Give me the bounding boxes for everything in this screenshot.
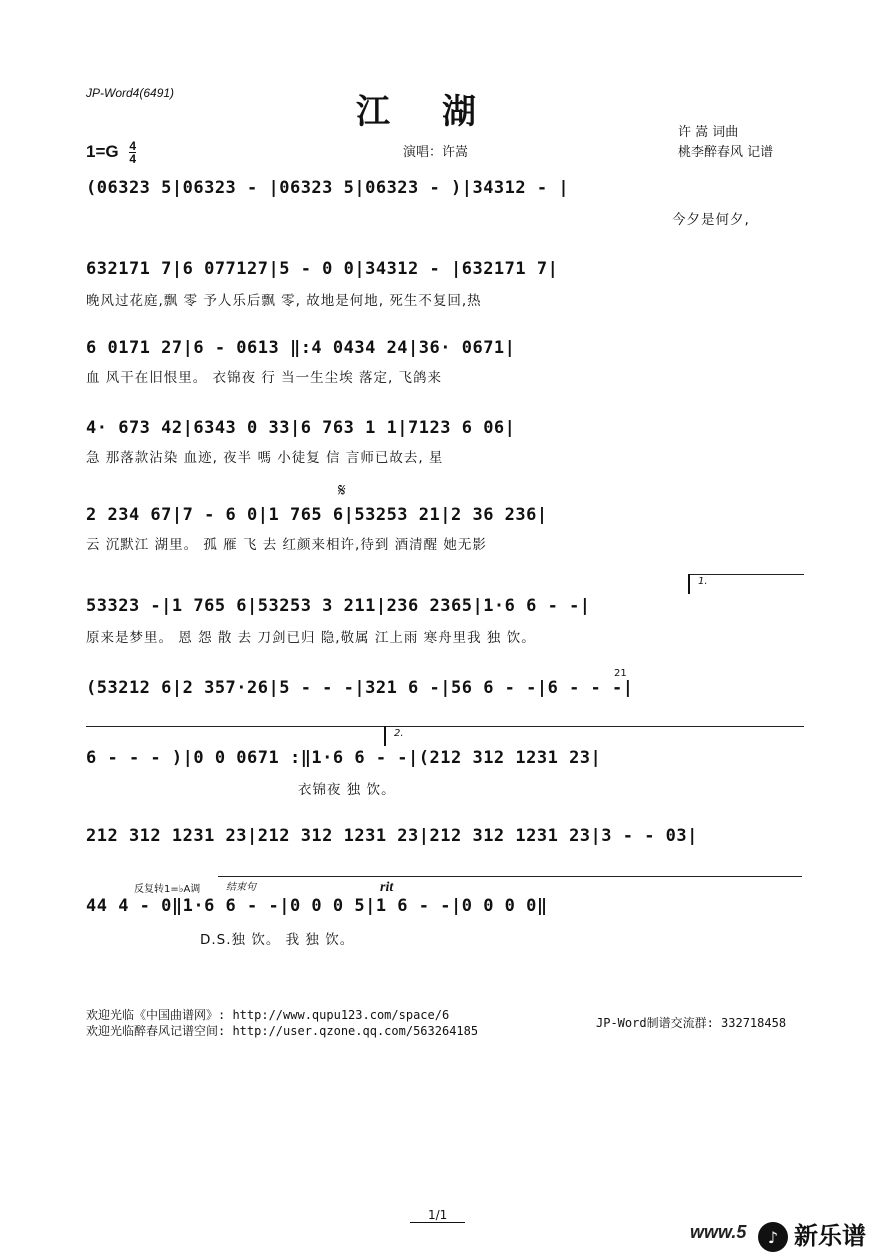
system-3-lyrics: 血 风干在旧恨里。 衣锦夜 行 当一生尘埃 落定, 飞鸽来: [86, 370, 443, 386]
music-disc-icon: ♪: [758, 1222, 788, 1252]
system-10-lyrics: D.S.独 饮。 我 独 饮。: [200, 932, 355, 948]
footer-link-1[interactable]: 欢迎光临《中国曲谱网》: http://www.qupu123.com/space/6: [86, 1008, 450, 1022]
system-4-lyrics: 急 那落款沾染 血迹, 夜半 嗎 小徒复 信 言师已故去, 星: [86, 450, 444, 466]
singer: 演唱：许嵩: [403, 145, 469, 160]
system-3-notes: 6 0171 27|6 - 0613 ‖:4 0434 24|36· 0671|: [86, 338, 516, 358]
footer-link-2[interactable]: 欢迎光临醉春风记谱空间: http://user.qzone.qq.com/563264185: [86, 1024, 479, 1038]
time-sig-bottom: 4: [129, 152, 137, 166]
footer-group: JP-Word制谱交流群: 332718458: [596, 1016, 787, 1030]
system-7-notes: (53212 6|2 357·26|5 - - -|321 6 -|56 6 - -|6 - - -|: [86, 678, 634, 698]
page-number: 1/1: [410, 1208, 465, 1223]
time-sig-top: 4: [129, 139, 137, 153]
volta-1-hook: [688, 574, 690, 594]
system-6-lyrics: 原来是梦里。 恩 怨 散 去 刀剑已归 隐,敬属 江上雨 寒舟里我 独 饮。: [86, 630, 536, 646]
system-10-notes: 44 4 - 0‖1·6 6 - -|0 0 0 5|1 6 - -|0 0 0 0‖: [86, 896, 548, 916]
system-1-notes: (06323 5|06323 - |06323 5|06323 - )|34312 - |: [86, 178, 570, 198]
system-5-lyrics: 云 沉默江 湖里。 孤 雁 飞 去 红颜来相许,待到 酒清醒 她无影: [86, 537, 487, 553]
volta-2-label: 2.: [394, 728, 404, 739]
system-4-notes: 4· 673 42|6343 0 33|6 763 1 1|7123 6 06|: [86, 418, 516, 438]
watermark-url: www.5: [690, 1222, 747, 1242]
system-2-notes: 632171 7|6 077127|5 - 0 0|34312 - |632171 7|: [86, 259, 559, 279]
system-5-notes: 2 234 67|7 - 6 0|1 765 6|53253 21|2 36 236|: [86, 505, 548, 525]
volta-continuation-line: [86, 726, 804, 727]
segno-sign: 𝄋: [338, 480, 346, 501]
ending-label: 结束句: [226, 882, 256, 893]
key-label: 1=G: [86, 141, 119, 161]
watermark-logo: [758, 1216, 866, 1252]
rit-marking: rit: [380, 880, 394, 895]
time-signature: [129, 140, 136, 165]
system-8-lyrics: 衣锦夜 独 饮。: [298, 782, 396, 798]
software-tag: JP-Word4(6491): [86, 86, 175, 100]
key-signature: [86, 140, 136, 165]
lyricist-composer: 许 嵩 词曲: [678, 125, 739, 140]
ending-bracket-line: [218, 876, 802, 877]
system-1-lyrics: 今夕是何夕,: [672, 212, 750, 228]
system-8-notes: 6 - - - )|0 0 0671 :‖1·6 6 - -|(212 312 1231 23|: [86, 748, 602, 768]
repeat-modulation-note: 反复转1=♭A调: [134, 884, 201, 895]
system-2-lyrics: 晚风过花庭,飘 零 予人乐后飘 零, 故地是何地, 死生不复回,热: [86, 293, 482, 309]
page-title: 江湖: [356, 92, 528, 132]
watermark-brand: 新乐谱: [794, 1222, 866, 1250]
volta-2-hook: [384, 726, 386, 746]
volta-1-label: 1.: [698, 576, 708, 587]
volta-1-line: [688, 574, 804, 575]
transcriber: 桃李醉春风 记谱: [678, 145, 774, 160]
system-9-notes: 212 312 1231 23|212 312 1231 23|212 312 1231 23|3 - - 03|: [86, 826, 698, 846]
grace-note: 21: [614, 668, 627, 679]
system-6-notes: 53323 -|1 765 6|53253 3 211|236 2365|1·6 6 - -|: [86, 596, 591, 616]
